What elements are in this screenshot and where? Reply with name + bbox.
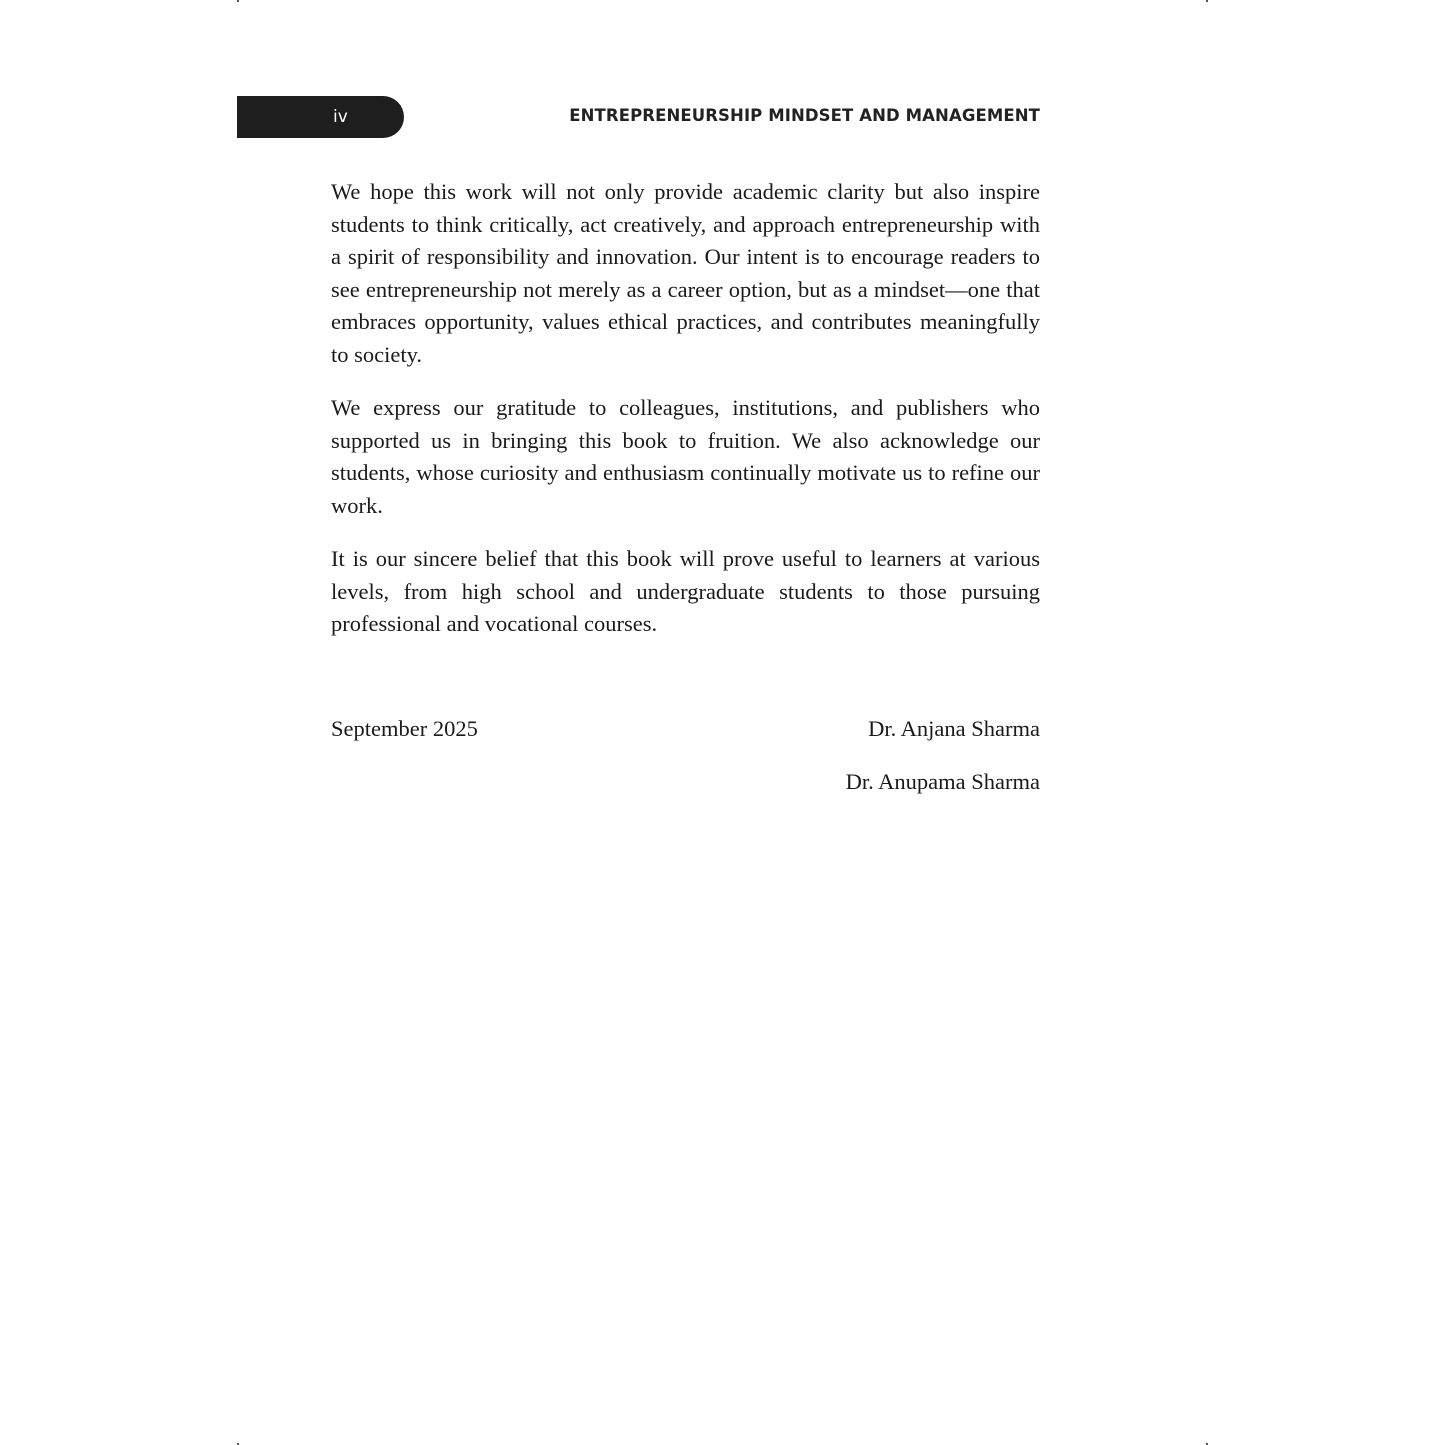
- running-title: ENTREPRENEURSHIP MINDSET AND MANAGEMENT: [569, 106, 1040, 125]
- paragraph: We express our gratitude to colleagues, institutions, and publishers who supported us in bringing this book to fruition. We also acknowledge our students, whose curiosity and enthusiasm continually motivate us to refine our work.: [331, 395, 1040, 518]
- preface-body: [331, 176, 1040, 662]
- signoff-row-2: [331, 766, 1040, 819]
- signoff-date: September 2025: [331, 716, 478, 741]
- signoff: [331, 713, 1040, 819]
- page-number-tab: [237, 96, 404, 138]
- paragraph: We hope this work will not only provide academic clarity but also inspire students to think critically, act creatively, and approach entrepreneurship with a spirit of responsibility and innovation. Our intent is to encourage readers to see entrepreneurship not merely as a career option, but as a mindset—one that embraces opportunity, values ethical practices, and contributes meaningfully to society.: [331, 179, 1040, 367]
- crop-mark-top-right: [1206, 0, 1208, 2]
- author-name: Dr. Anjana Sharma: [868, 716, 1040, 741]
- signoff-row-1: [331, 713, 1040, 766]
- crop-mark-top-left: [237, 0, 239, 2]
- author-name: Dr. Anupama Sharma: [845, 769, 1040, 794]
- paragraph: It is our sincere belief that this book will prove useful to learners at various levels, from high school and undergraduate students to those pursuing professional and vocational courses.: [331, 546, 1040, 636]
- page-number: iv: [333, 107, 348, 127]
